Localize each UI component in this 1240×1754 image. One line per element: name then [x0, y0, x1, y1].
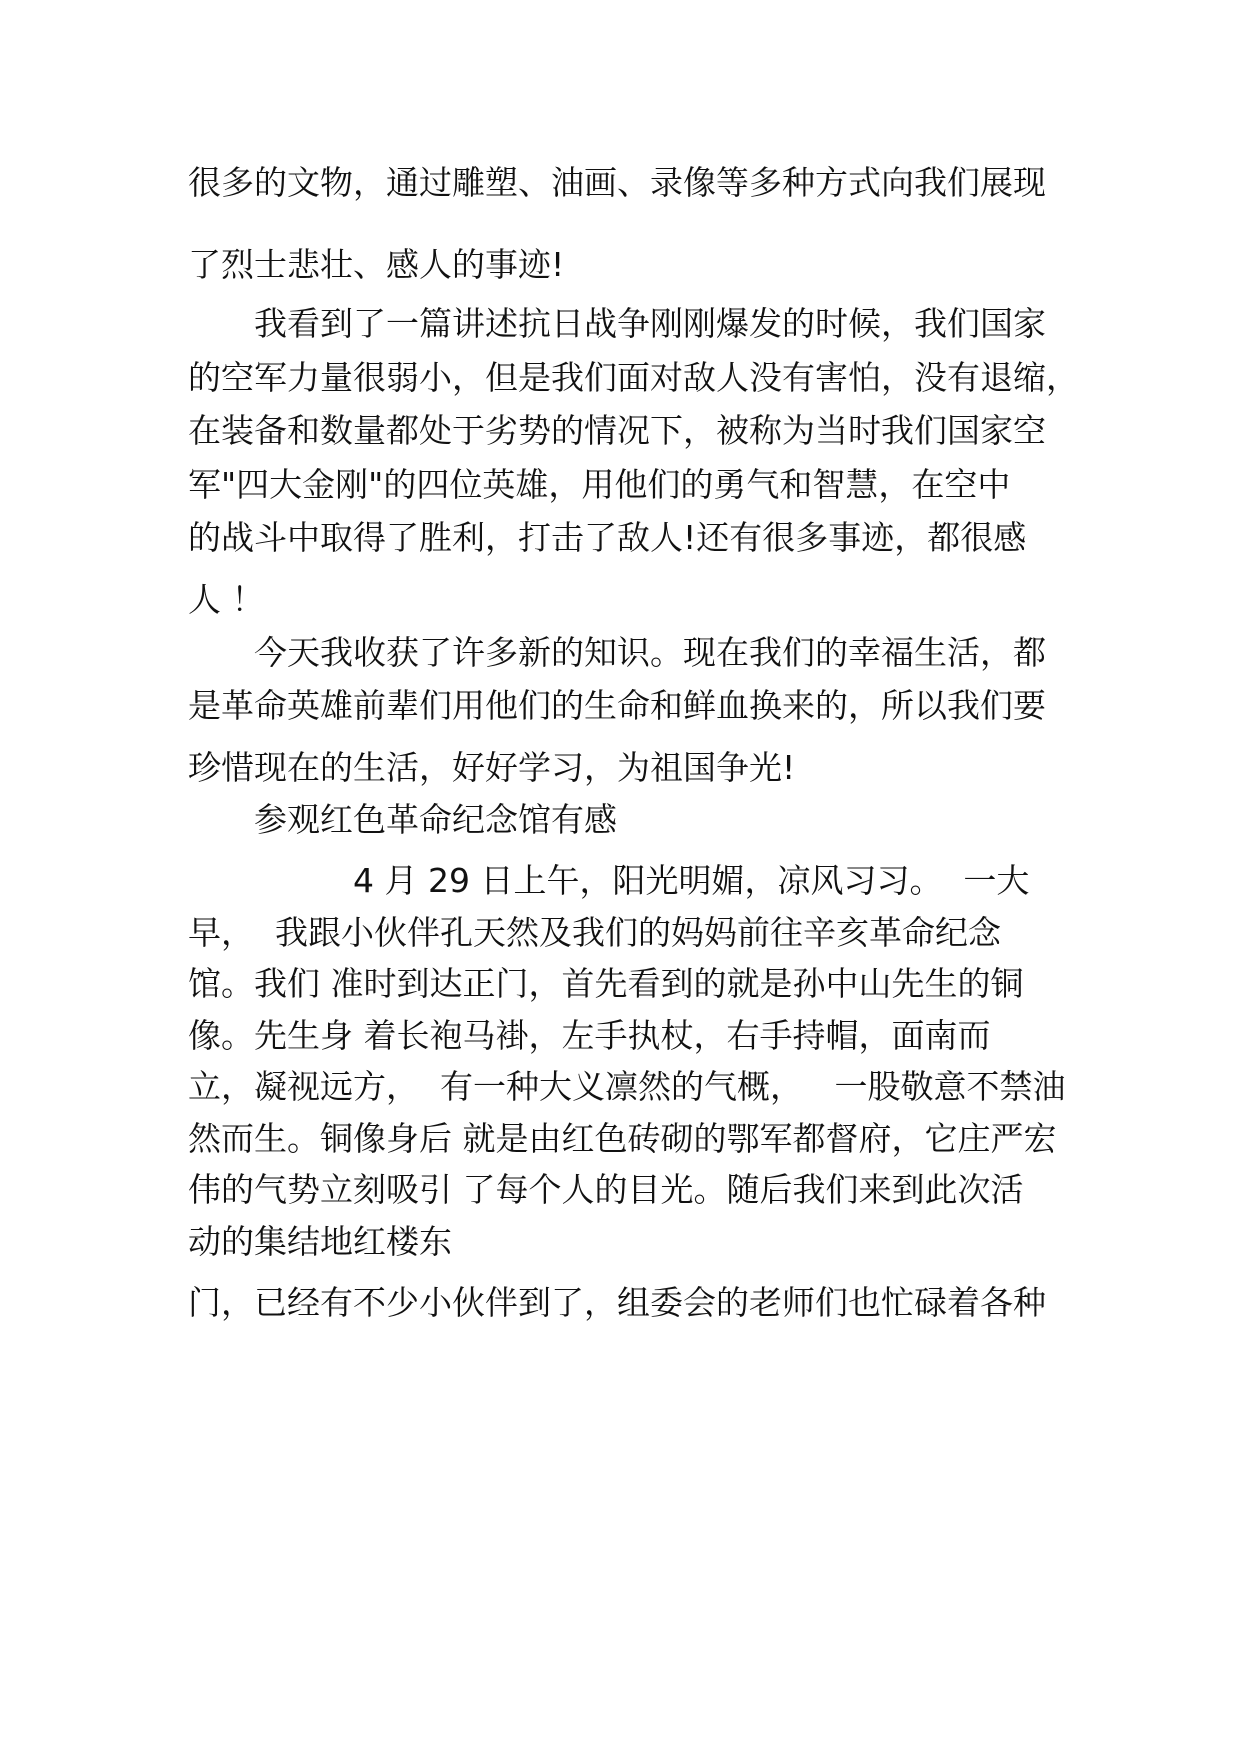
text-line: 了烈士悲壮、感人的事迹!: [188, 245, 565, 284]
text-line: 立，凝视远方， 有一种大义凛然的气概， 一股敬意不禁油: [188, 1067, 1066, 1106]
text-line: 的战斗中取得了胜利，打击了敌人!还有很多事迹，都很感: [188, 518, 1027, 557]
text-line: 我看到了一篇讲述抗日战争刚刚爆发的时候，我们国家: [188, 304, 1046, 343]
text-line: 是革命英雄前辈们用他们的生命和鲜血换来的，所以我们要: [188, 686, 1046, 725]
section-title: 参观红色革命纪念馆有感: [188, 800, 617, 839]
text-line: 像。先生身 着长袍马褂，左手执杖，右手持帽，面南而: [188, 1016, 991, 1055]
text-line: 动的集结地红楼东: [188, 1222, 452, 1261]
text-line: 馆。我们 准时到达正门，首先看到的就是孙中山先生的铜: [188, 964, 1024, 1003]
text-line: 早， 我跟小伙伴孔天然及我们的妈妈前往辛亥革命纪念: [188, 913, 1001, 952]
text-line: 很多的文物，通过雕塑、油画、录像等多种方式向我们展现: [188, 163, 1046, 202]
text-line: 人 ！: [188, 580, 265, 619]
text-line: 的空军力量很弱小，但是我们面对敌人没有害怕，没有退缩，: [188, 358, 1079, 397]
text-line: 珍惜现在的生活，好好学习，为祖国争光!: [188, 748, 796, 787]
text-line: 门，已经有不少小伙伴到了，组委会的老师们也忙碌着各种: [188, 1283, 1046, 1322]
text-line: 4 月 29 日上午，阳光明媚，凉风习习。 一大: [188, 861, 1030, 900]
text-line: 今天我收获了许多新的知识。现在我们的幸福生活，都: [188, 633, 1046, 672]
text-line: 然而生。铜像身后 就是由红色砖砌的鄂军都督府，它庄严宏: [188, 1119, 1057, 1158]
text-line: 军"四大金刚"的四位英雄，用他们的勇气和智慧，在空中: [188, 465, 1011, 504]
text-line: 在装备和数量都处于劣势的情况下，被称为当时我们国家空: [188, 411, 1046, 450]
text-line: 伟的气势立刻吸引 了每个人的目光。随后我们来到此次活: [188, 1170, 1024, 1209]
